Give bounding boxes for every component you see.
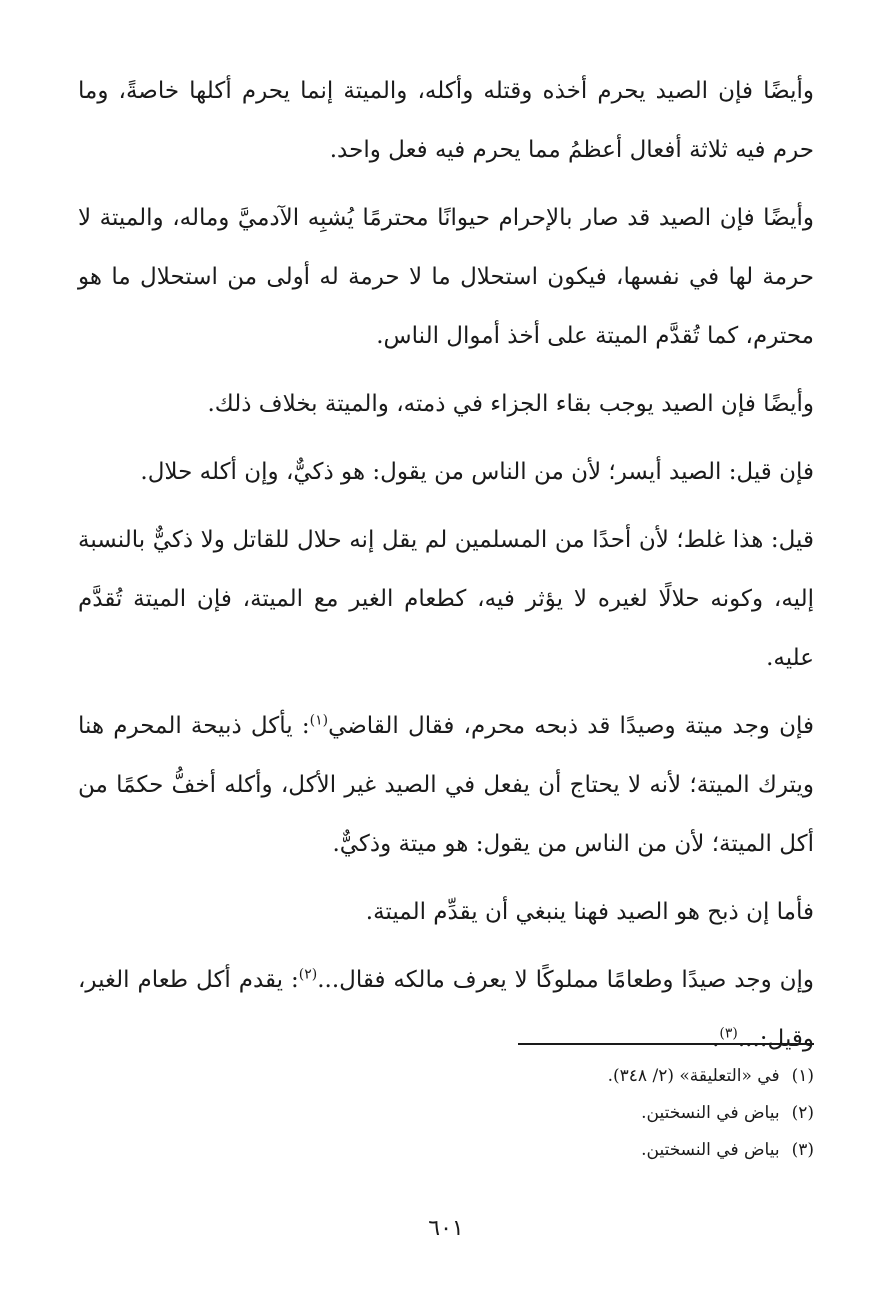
page-number: ٦٠١ [428, 1216, 464, 1241]
footnote [78, 1058, 814, 1095]
footnote-number: (٣) [791, 1140, 814, 1160]
paragraph [78, 951, 814, 1069]
paragraph: قيل: هذا غلط؛ لأن أحدًا من المسلمين لم يقل إنه حلال للقاتل ولا ذكيٌّ بالنسبة إليه، وكونه حلالًا لغيره لا يؤثر فيه، كطعام الغير مع الميتة، فإن الميتة تُقدَّم عليه. [78, 527, 814, 671]
paragraph [78, 697, 814, 874]
footnote-text: بياض في النسختين. [641, 1103, 780, 1123]
footnote-text: في «التعليقة» (٢/ ٣٤٨). [607, 1066, 780, 1086]
footnote-text: بياض في النسختين. [641, 1140, 780, 1160]
paragraph-text: فإن وجد ميتة وصيدًا قد ذبحه محرم، فقال القاضي [328, 713, 814, 739]
footnote [78, 1095, 814, 1132]
main-text [78, 62, 814, 1078]
paragraph: وأيضًا فإن الصيد يوجب بقاء الجزاء في ذمته، والميتة بخلاف ذلك. [207, 391, 814, 417]
footnote-reference[interactable]: (٢) [298, 966, 318, 983]
paragraph-text: وإن وجد صيدًا وطعامًا مملوكًا لا يعرف مالكه فقال... [317, 967, 814, 993]
paragraph: فأما إن ذبح هو الصيد فهنا ينبغي أن يقدِّم الميتة. [365, 899, 814, 925]
footnote [78, 1132, 814, 1169]
paragraph-text: : يقدم أكل طعام الغير، وقيل:... [78, 967, 814, 1052]
footnote-reference[interactable]: (٣) [719, 1025, 738, 1042]
paragraph-text: . [712, 1026, 720, 1052]
footnote-reference[interactable]: (١) [309, 712, 329, 729]
footnote-number: (١) [791, 1066, 814, 1086]
paragraph-text: : يأكل ذبيحة المحرم هنا ويترك الميتة؛ لأنه لا يحتاج أن يفعل في الصيد غير الأكل، وأكله أخفُّ حكمًا من أكل الميتة؛ لأن من الناس من يقول: هو ميتة وذكيٌّ. [78, 713, 814, 857]
footnote-divider [518, 1043, 814, 1045]
footnotes [78, 1058, 814, 1169]
paragraph: وأيضًا فإن الصيد يحرم أخذه وقتله وأكله، والميتة إنما يحرم أكلها خاصةً، وما حرم فيه ثلاثة أفعال أعظمُ مما يحرم فيه فعل واحد. [78, 78, 814, 163]
paragraph: فإن قيل: الصيد أيسر؛ لأن من الناس من يقول: هو ذكيٌّ، وإن أكله حلال. [140, 459, 814, 485]
paragraph: وأيضًا فإن الصيد قد صار بالإحرام حيوانًا محترمًا يُشبِه الآدميَّ وماله، والميتة لا حرمة لها في نفسها، فيكون استحلال ما لا حرمة له أولى من استحلال ما هو محترم، كما تُقدَّم الميتة على أخذ أموال الناس. [78, 205, 814, 349]
footnote-number: (٢) [791, 1103, 814, 1123]
